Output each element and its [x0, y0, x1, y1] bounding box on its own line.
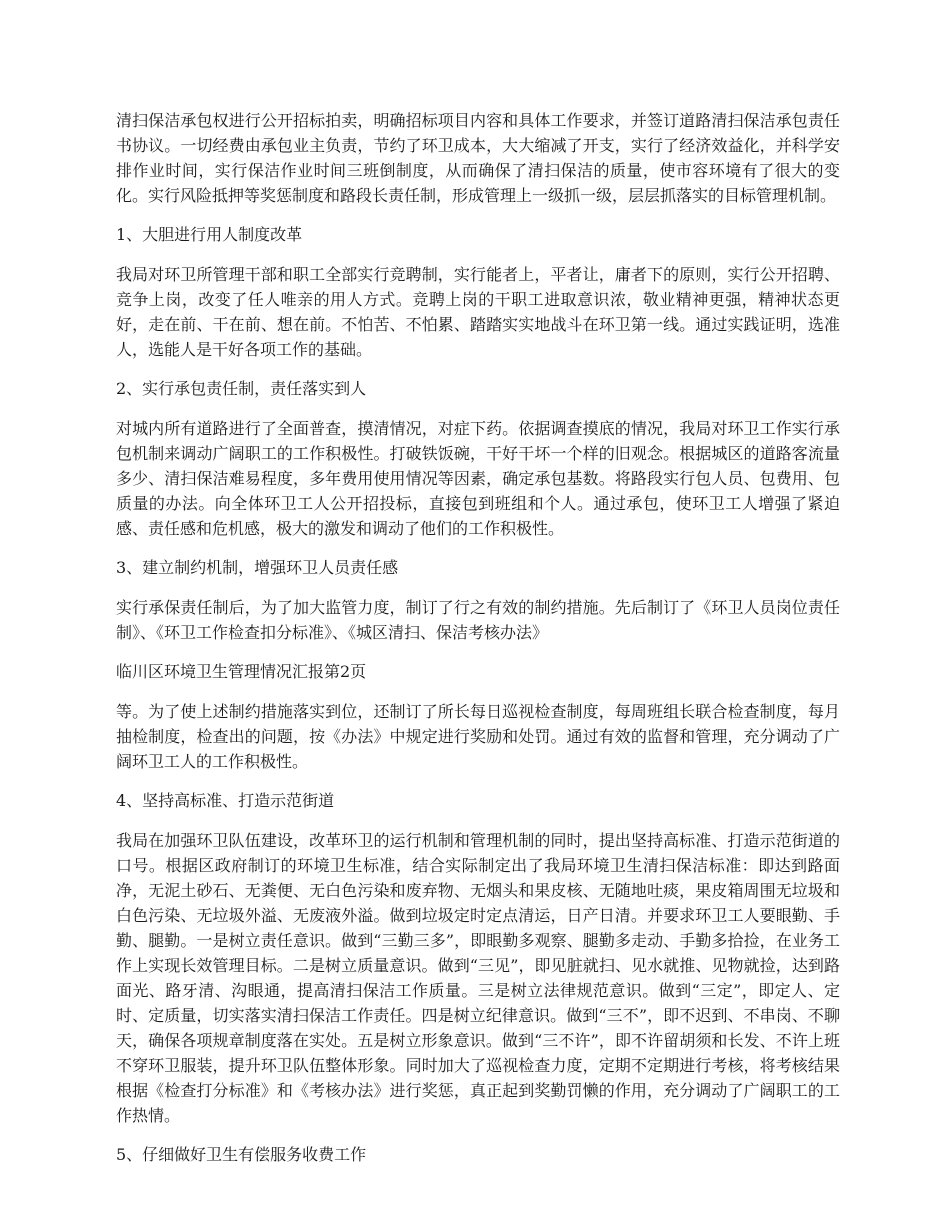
section-heading-5: 5、仔细做好卫生有偿服务收费工作: [116, 1145, 367, 1164]
paragraph-section-2: 对城内所有道路进行了全面普查，摸清情况，对症下药。依据调查摸底的情况，我局对环卫工作实行承包机制来调动广阔职工的工作积极性。打破铁饭碗，干好干坏一个样的旧观念。根据城区的道路客流量多少、清扫保洁难易程度，多年费用使用情况等因素，确定承包基数。将路段实行包人员、包费用、包质量的办法。向全体环卫工人公开招投标，直接包到班组和个人。通过承包，使环卫工人增强了紧迫感、责任感和危机感，极大的激发和调动了他们的工作积极性。: [116, 419, 840, 538]
paragraph-section-1: 我局对环卫所管理干部和职工全部实行竞聘制，实行能者上，平者让，庸者下的原则，实行公开招聘、竞争上岗，改变了任人唯亲的用人方式。竞聘上岗的干职工进取意识浓，敬业精神更强，精神状态更好，走在前、干在前、想在前。不怕苦、不怕累、踏踏实实地战斗在环卫第一线。通过实践证明，选准人，选能人是干好各项工作的基础。: [116, 265, 840, 359]
section-heading-2: 2、实行承包责任制，责任落实到人: [116, 379, 367, 398]
paragraph-intro: 清扫保洁承包权进行公开招标拍卖，明确招标项目内容和具体工作要求，并签订道路清扫保洁承包责任书协议。一切经费由承包业主负责，节约了环卫成本，大大缩减了开支，实行了经济效益化，并科学安排作业时间，实行保洁作业时间三班倒制度，从而确保了清扫保洁的质量，使市容环境有了很大的变化。实行风险抵押等奖惩制度和路段长责任制，形成管理上一级抓一级，层层抓落实的目标管理机制。: [116, 111, 840, 205]
paragraph-section-3-continued: 等。为了使上述制约措施落实到位，还制订了所长每日巡视检查制度，每周班组长联合检查制度，每月抽检制度，检查出的问题，按《办法》中规定进行奖励和处罚。通过有效的监督和管理，充分调动了广阔环卫工人的工作积极性。: [116, 702, 840, 771]
document-body: [116, 108, 840, 1182]
section-heading-1: 1、大胆进行用人制度改革: [116, 225, 303, 244]
paragraph-section-4: 我局在加强环卫队伍建设，改革环卫的运行机制和管理机制的同时，提出坚持高标准、打造示范街道的口号。根据区政府制订的环境卫生标准，结合实际制定出了我局环境卫生清扫保洁标准：即达到路面净，无泥土砂石、无粪便、无白色污染和废弃物、无烟头和果皮核、无随地吐痰，果皮箱周围无垃圾和白色污染、无垃圾外溢、无废液外溢。做到垃圾定时定点清运，日产日清。并要求环卫工人要眼勤、手勤、腿勤。一是树立责任意识。做到“三勤三多”，即眼勤多观察、腿勤多走动、手勤多拾捡，在业务工作上实现长效管理目标。二是树立质量意识。做到“三见”，即见脏就扫、见水就推、见物就捡，达到路面光、路牙清、沟眼通，提高清扫保洁工作质量。三是树立法律规范意识。做到“三定”，即定人、定时、定质量，切实落实清扫保洁工作责任。四是树立纪律意识。做到“三不”，即不迟到、不串岗、不聊天，确保各项规章制度落在实处。五是树立形象意识。做到“三不许”，即不许留胡须和长发、不许上班不穿环卫服装，提升环卫队伍整体形象。同时加大了巡视检查力度，定期不定期进行考核，将考核结果根据《检查打分标准》和《考核办法》进行奖惩，真正起到奖勤罚懒的作用，充分调动了广阔职工的工作热情。: [116, 831, 840, 1125]
paragraph-section-3: 实行承保责任制后，为了加大监管力度，制订了行之有效的制约措施。先后制订了《环卫人员岗位责任制》、《环卫工作检查扣分标准》、《城区清扫、保洁考核办法》: [116, 598, 840, 642]
section-heading-4: 4、坚持高标准、打造示范街道: [116, 791, 335, 810]
section-heading-3: 3、建立制约机制，增强环卫人员责任感: [116, 558, 399, 577]
page-header-label: 临川区环境卫生管理情况汇报第2页: [116, 662, 367, 681]
